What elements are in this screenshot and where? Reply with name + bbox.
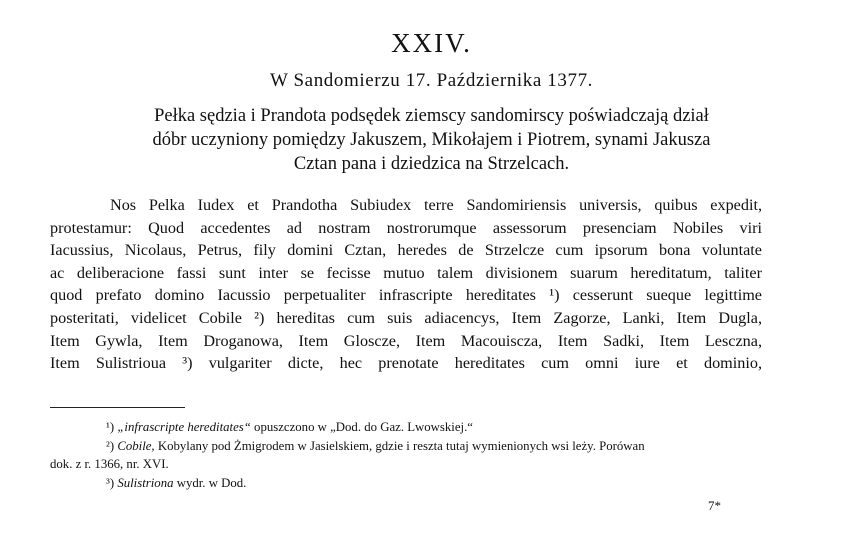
footnote-marker: ¹) — [106, 420, 115, 434]
footnote-text: opuszczono w „Dod. do Gaz. Lwowskiej.“ — [250, 420, 473, 434]
summary-line: Pełka sędzia i Prandota podsędek ziemscy sandomirscy poświadczają dział — [154, 106, 709, 126]
footnote-marker: ³) — [106, 475, 115, 490]
place-and-date: W Sandomierzu 17. Października 1377. — [269, 70, 594, 91]
footnote-divider — [50, 407, 185, 408]
document-summary — [60, 104, 803, 176]
document-body — [50, 194, 762, 375]
document-number: XXIV. — [391, 28, 472, 58]
sheet-signature: 7* — [708, 498, 721, 513]
summary-line: dóbr uczyniony pomiędzy Jakuszem, Mikołajem i Piotrem, synami Jakusza — [152, 130, 711, 150]
body-line: ac deliberacione fassi sunt inter se fecisse mutuo talem divisionem suarum hereditatum, taliter — [50, 263, 762, 282]
footnote-2 — [50, 437, 762, 456]
body-line: posteritati, videlicet Cobile ²) hereditas cum suis adiacencys, Item Zagorze, Lanki, Item Dugla, — [50, 308, 762, 327]
footnote-1 — [50, 418, 762, 437]
footnote-marker: ²) — [106, 438, 115, 453]
summary-line: Cztan pana i dziedzica na Strzelcach. — [293, 154, 570, 174]
footnote-text: Kobylany pod Żmigrodem w Jasielskiem, gdzie i reszta tutaj wymienionych wsi leży. Porówan — [154, 438, 645, 453]
footnote-italic: Cobile, — [117, 438, 155, 453]
footnote-italic: Sulistriona — [117, 475, 174, 490]
body-line: Nos Pelka Iudex et Prandotha Subiudex terre Sandomiriensis universis, quibus expedit, — [110, 196, 762, 214]
body-line: quod prefato domino Iacussio perpetualiter infrascripte hereditates ¹) cesserunt sueque legittime — [50, 286, 762, 305]
footnote-text: wydr. w Dod. — [173, 475, 247, 490]
footnote-italic: „infrascripte hereditates“ — [117, 420, 251, 434]
footnotes — [50, 418, 762, 492]
body-line: Item Gywla, Item Droganowa, Item Gloscze, Item Macouiscza, Item Sadki, Item Lesczna, — [50, 331, 762, 350]
body-line: Iacussius, Nicolaus, Petrus, fily domini Cztan, heredes de Strzelcze cum ipsorum bona voluntate — [50, 241, 762, 260]
body-line: protestamur: Quod accedentes ad nostram nostrorumque assessorum presenciam Nobiles viri — [50, 218, 762, 237]
body-line: Item Sulistrioua ³) vulgariter dicte, hec prenotate hereditates cum omni iure et dominio, — [50, 354, 762, 373]
footnote-3 — [50, 474, 762, 493]
footnote-2-continuation: dok. z r. 1366, nr. XVI. — [50, 457, 169, 471]
